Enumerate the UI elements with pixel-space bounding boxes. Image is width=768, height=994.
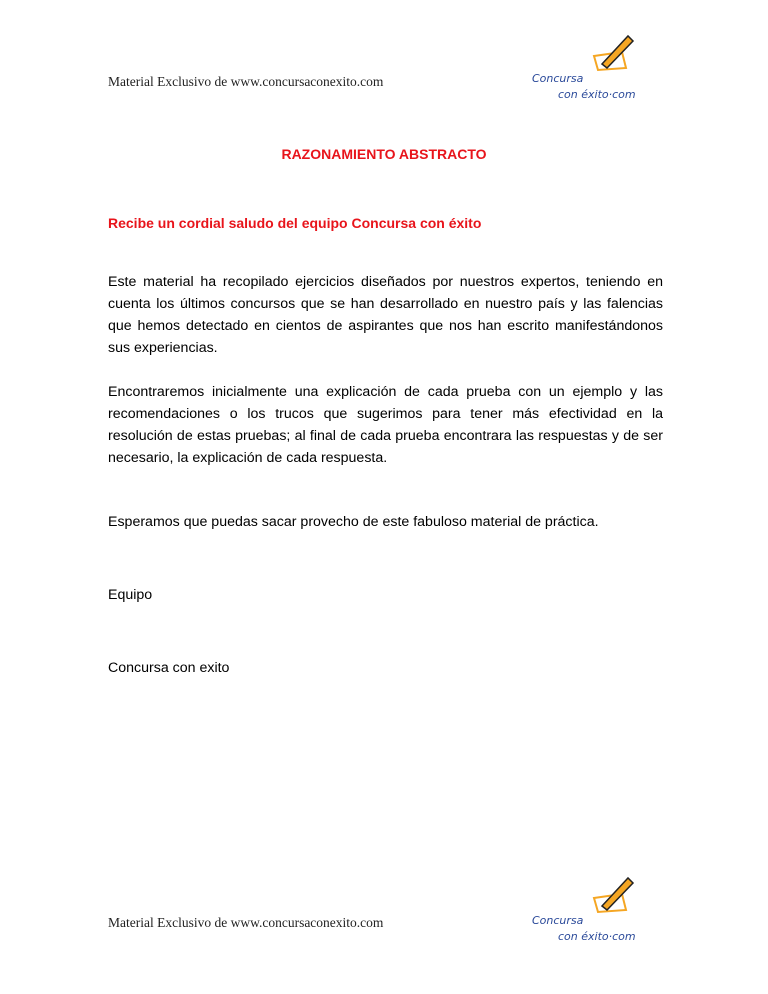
signoff-name: Concursa con exito xyxy=(108,660,230,676)
svg-text:Concursa: Concursa xyxy=(532,914,584,927)
logo-icon xyxy=(528,32,648,102)
paragraph: Esperamos que puedas sacar provecho de este fabuloso material de práctica. xyxy=(108,514,599,530)
document-body xyxy=(108,143,663,679)
subtitle: Recibe un cordial saludo del equipo Concursa con éxito xyxy=(108,215,482,231)
footer-logo-icon xyxy=(528,874,648,944)
footer-text: Material Exclusivo de www.concursaconexito.com xyxy=(108,915,384,930)
signoff-team: Equipo xyxy=(108,587,153,603)
svg-text:con éxito·com: con éxito·com xyxy=(558,88,636,101)
svg-text:con éxito·com: con éxito·com xyxy=(558,930,636,943)
paragraph: Este material ha recopilado ejercicios diseñados por nuestros expertos, teniendo en cuenta los últimos concursos que se han desarrollado en nuestro país y las falencias que hemos detectado en cientos de aspirantes que nos han escrito manifestándonos sus experiencias. xyxy=(108,274,663,356)
paragraph: Encontraremos inicialmente una explicación de cada prueba con un ejemplo y las recomendaciones o los trucos que sugerimos para tener más efectividad en la resolución de estas pruebas; al final de cada prueba encontrara las respuestas y de ser necesario, la explicación de cada respuesta. xyxy=(108,384,663,466)
page-title: RAZONAMIENTO ABSTRACTO xyxy=(281,146,487,162)
svg-text:Concursa: Concursa xyxy=(532,72,584,85)
header-text: Material Exclusivo de www.concursaconexito.com xyxy=(108,74,384,89)
